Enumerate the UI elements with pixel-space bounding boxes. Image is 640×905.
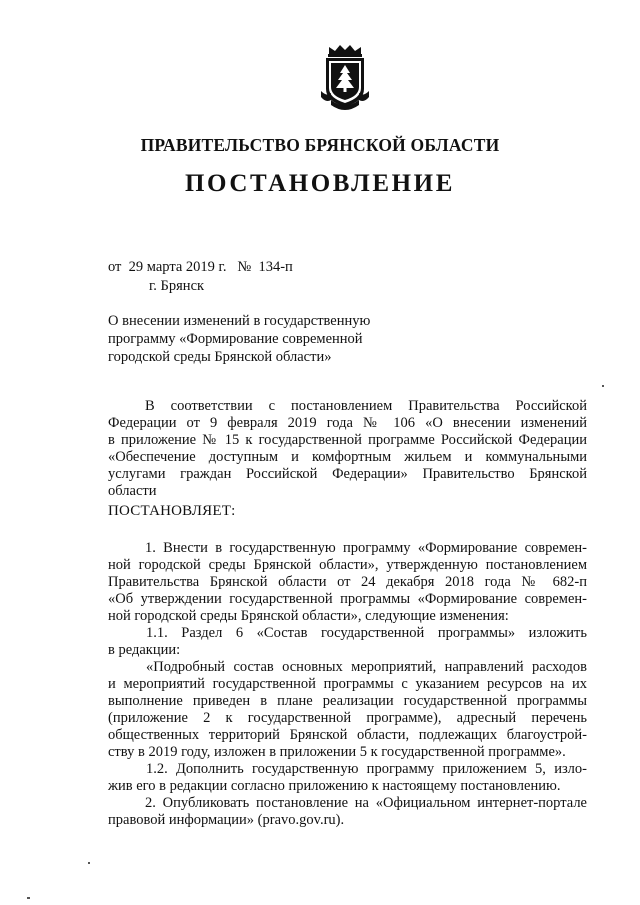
- item-line: правовой информации» (pravo.gov.ru).: [108, 812, 345, 828]
- item-line: Правительства Брянской области от 24 декабря 2018 года № 682-п: [108, 574, 587, 590]
- preamble-line: услугами граждан Российской Федерации» Правительство Брянской: [108, 466, 587, 482]
- item-line: выполнение приведен в плане реализации государственной программы: [108, 693, 587, 709]
- item-line: ной городской среды Брянской области», утвержденную постановлением: [108, 557, 587, 573]
- item-line: «Об утверждении государственной программы «Формирование современ-: [108, 591, 587, 607]
- document-subject: [108, 312, 408, 366]
- item-line: (приложение 2 к государственной программе), адресный перечень: [108, 710, 587, 726]
- item-line: «Подробный состав основных мероприятий, направлений расходов: [146, 659, 587, 675]
- item-line: 2. Опубликовать постановление на «Официальном интернет-портале: [145, 795, 587, 811]
- subject-line: программу «Формирование современной: [108, 331, 363, 347]
- item-line: в редакции:: [108, 642, 181, 658]
- item-line: 1. Внести в государственную программу «Формирование современ-: [145, 540, 587, 556]
- government-title: ПРАВИТЕЛЬСТВО БРЯНСКОЙ ОБЛАСТИ: [140, 135, 500, 155]
- scan-speck: [602, 385, 604, 387]
- document-type-title: ПОСТАНОВЛЕНИЕ: [184, 170, 456, 197]
- preamble-paragraph: [108, 398, 587, 500]
- document-city: г. Брянск: [149, 278, 205, 294]
- item-line: жив его в редакции согласно приложению к настоящему постановлению.: [108, 778, 561, 794]
- preamble-line: области: [108, 483, 157, 499]
- scan-speck: [27, 897, 30, 899]
- resolution-items: [108, 540, 587, 829]
- item-line: 1.1. Раздел 6 «Состав государственной программы» изложить: [146, 625, 587, 641]
- item-line: и мероприятий государственной программы с указанием ресурсов на их: [108, 676, 587, 692]
- resolves-heading: ПОСТАНОВЛЯЕТ:: [108, 503, 236, 519]
- subject-line: городской среды Брянской области»: [108, 349, 332, 365]
- subject-line: О внесении изменений в государственную: [108, 313, 371, 329]
- scan-speck: [88, 862, 90, 864]
- preamble-line: В соответствии с постановлением Правительства Российской: [145, 398, 587, 414]
- item-line: ству в 2019 году, изложен в приложении 5 к государственной программе».: [108, 744, 566, 760]
- item-line: 1.2. Дополнить государственную программу приложением 5, изло-: [146, 761, 587, 777]
- preamble-line: «Обеспечение доступным и комфортным жильем и коммунальными: [108, 449, 587, 465]
- bryansk-coat-of-arms-icon: [319, 45, 371, 111]
- preamble-line: Федерации от 9 февраля 2019 года № 106 «О внесении изменений: [108, 415, 587, 431]
- document-date-number: от 29 марта 2019 г. № 134-п: [108, 259, 293, 275]
- item-line: ной городской среды Брянской области», следующие изменения:: [108, 608, 509, 624]
- preamble-line: в приложение № 15 к государственной программе Российской Федерации: [108, 432, 587, 448]
- item-line: общественных территорий Брянской области, подлежащих благоустрой-: [108, 727, 587, 743]
